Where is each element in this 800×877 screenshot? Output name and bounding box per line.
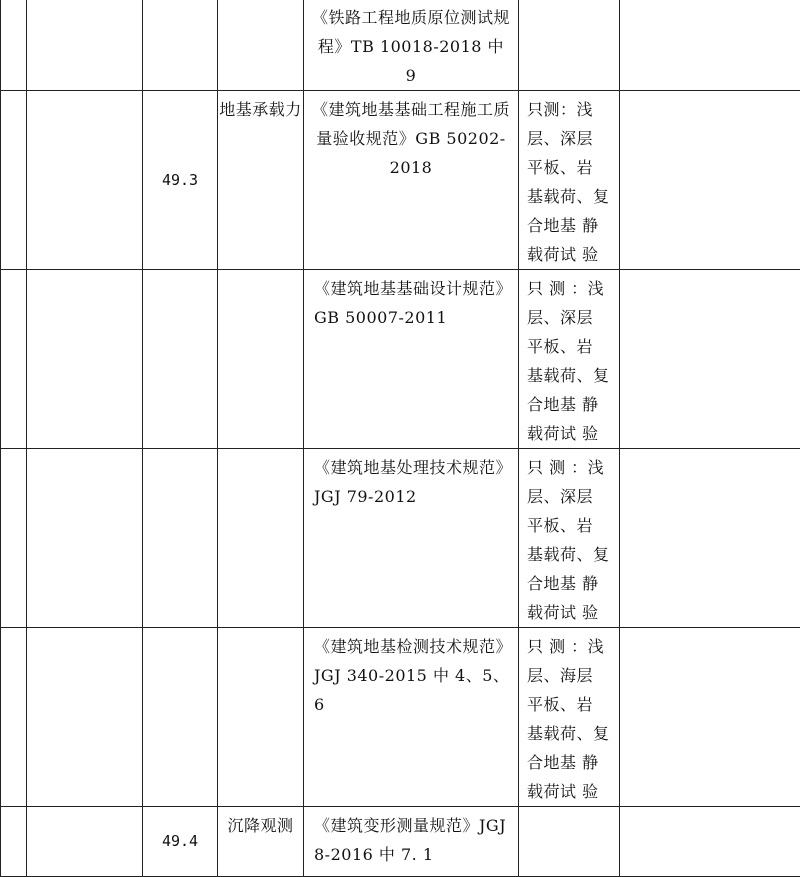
- row-index-cell: [1, 91, 27, 270]
- test-item-cell: 地基承载力: [218, 91, 304, 270]
- table-row: [1, 91, 800, 270]
- item-number-cell: [143, 0, 218, 91]
- table-row: [1, 628, 800, 807]
- test-item-cell: [218, 270, 304, 449]
- remarks-cell: [620, 0, 800, 91]
- limitation-cell: [519, 807, 620, 877]
- item-number-cell: [143, 449, 218, 628]
- remarks-cell: [620, 270, 800, 449]
- row-index-cell: [1, 449, 27, 628]
- item-number-cell: 49.4: [143, 807, 218, 877]
- category-cell: [27, 628, 143, 807]
- row-index-cell: [1, 0, 27, 91]
- category-cell: [27, 449, 143, 628]
- limitation-cell: 只 测 ：浅层、海层 平板、岩 基载荷、复合地基 静载荷试 验: [519, 628, 620, 807]
- remarks-cell: [620, 449, 800, 628]
- remarks-cell: [620, 628, 800, 807]
- test-item-cell: [218, 449, 304, 628]
- test-item-cell: [218, 0, 304, 91]
- standard-cell: 《铁路工程地质原位测试规程》TB 10018-2018 中 9: [304, 0, 519, 91]
- limitation-cell: 只测：浅层、深层 平板、岩 基载荷、复合地基 静载荷试 验: [519, 91, 620, 270]
- row-index-cell: [1, 628, 27, 807]
- remarks-cell: [620, 807, 800, 877]
- standard-cell: 《建筑变形测量规范》JGJ 8-2016 中 7. 1: [304, 807, 519, 877]
- remarks-cell: [620, 91, 800, 270]
- standard-cell: 《建筑地基检测技术规范》JGJ 340-2015 中 4、5、6: [304, 628, 519, 807]
- item-number-cell: [143, 270, 218, 449]
- table-row: [1, 270, 800, 449]
- category-cell: [27, 270, 143, 449]
- standard-cell: 《建筑地基基础工程施工质量验收规范》GB 50202-2018: [304, 91, 519, 270]
- table-row: [1, 807, 800, 877]
- category-cell: [27, 91, 143, 270]
- item-number-cell: [143, 628, 218, 807]
- limitation-cell: 只 测 ：浅层、深层 平板、岩 基载荷、复合地基 静载荷试 验: [519, 449, 620, 628]
- limitation-cell: [519, 0, 620, 91]
- category-cell: [27, 807, 143, 877]
- row-index-cell: [1, 270, 27, 449]
- category-cell: [27, 0, 143, 91]
- row-index-cell: [1, 807, 27, 877]
- limitation-cell: 只 测 ：浅层、深层 平板、岩 基载荷、复合地基 静载荷试 验: [519, 270, 620, 449]
- item-number-cell: 49.3: [143, 91, 218, 270]
- standard-cell: 《建筑地基基础设计规范》GB 50007-2011: [304, 270, 519, 449]
- table-row: [1, 0, 800, 91]
- test-item-cell: 沉降观测: [218, 807, 304, 877]
- table-row: [1, 449, 800, 628]
- test-item-cell: [218, 628, 304, 807]
- standard-cell: 《建筑地基处理技术规范》JGJ 79-2012: [304, 449, 519, 628]
